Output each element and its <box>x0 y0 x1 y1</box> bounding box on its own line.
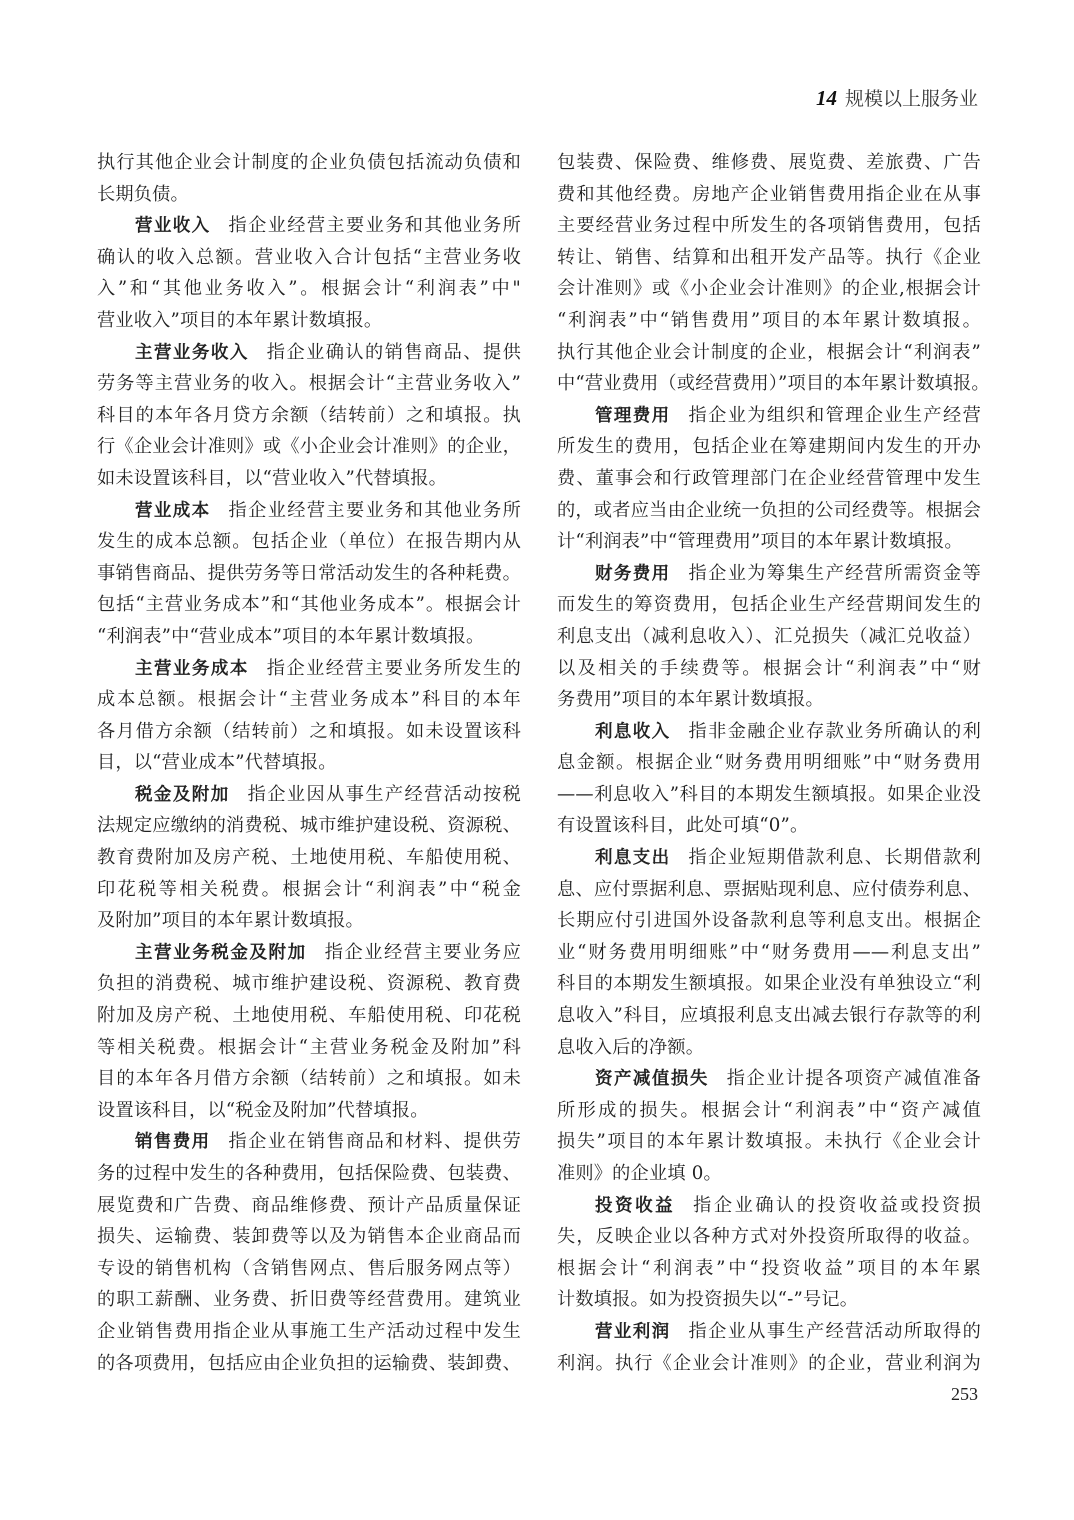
text-line <box>557 716 981 748</box>
line-text: 如未设置该科目，以“营业收入”代替填报。 <box>97 467 447 489</box>
line-text: 中“营业费用（或经营费用）”项目的本年累计数填报。 <box>557 373 990 395</box>
line-text: 指企业短期借款利息、长期借款利 <box>688 847 981 869</box>
term-heading: 主营业务成本 <box>135 658 249 679</box>
line-text: 及附加”项目的本年累计数填报。 <box>97 910 364 932</box>
text-line <box>557 495 981 527</box>
text-line <box>557 937 981 969</box>
term-heading: 销售费用 <box>135 1132 211 1153</box>
term-heading: 税金及附加 <box>135 784 230 805</box>
line-text: 计数填报。如为投资损失以“-”号记。 <box>557 1289 859 1311</box>
line-text: “利润表”中“营业成本”项目的本年累计数填报。 <box>97 625 485 647</box>
line-text: 损失”项目的本年累计数填报。未执行《企业会计 <box>557 1131 981 1153</box>
text-line <box>557 1221 981 1253</box>
line-text: 确认的收入总额。营业收入合计包括“主营业务收 <box>97 246 521 268</box>
line-text: 指企业为筹集生产经营所需资金等 <box>688 562 981 584</box>
term-heading: 利息支出 <box>595 848 671 869</box>
text-line <box>557 305 981 337</box>
text-line <box>97 305 521 337</box>
text-line <box>557 337 981 369</box>
definition-paragraph <box>97 1126 521 1379</box>
running-header <box>816 84 978 111</box>
definition-paragraph <box>557 716 981 842</box>
line-text: 指企业确认的投资收益或投资损 <box>693 1194 981 1216</box>
line-text: 附加及房产税、土地使用税、车船使用税、印花税 <box>97 1005 521 1027</box>
text-line <box>97 1284 521 1316</box>
line-text: 务费用”项目的本年累计数填报。 <box>557 689 824 711</box>
line-text: 费和其他经费。房地产企业销售费用指企业在从事 <box>557 183 981 205</box>
text-line <box>97 1126 521 1158</box>
line-text: 转让、销售、结算和出租开发产品等。执行《企业 <box>557 246 981 268</box>
text-line <box>557 1316 981 1348</box>
line-text: ——利息收入”科目的本期发生额填报。如果企业没 <box>557 783 981 805</box>
line-text: 务的过程中发生的各种费用，包括保险费、包装费、 <box>97 1163 521 1184</box>
text-line <box>97 147 521 179</box>
line-text: 指企业计提各项资产减值准备 <box>726 1068 982 1090</box>
definition-paragraph <box>557 400 981 558</box>
text-line <box>557 1158 981 1190</box>
text-line <box>97 463 521 495</box>
line-text: 设置该科目，以“税金及附加”代替填报。 <box>97 1099 429 1121</box>
text-line <box>97 558 521 590</box>
text-line <box>97 968 521 1000</box>
line-text: 会计准则》或《小企业会计准则》的企业,根据会计 <box>557 278 981 300</box>
line-text: 主要经营业务过程中所发生的各项销售费用，包括 <box>557 215 981 237</box>
text-line <box>97 1253 521 1285</box>
term-heading: 主营业务收入 <box>135 342 249 363</box>
line-text: 指企业从事生产经营活动所取得的 <box>688 1320 981 1342</box>
line-text: 业“财务费用明细账”中“财务费用——利息支出” <box>557 941 981 963</box>
text-line <box>557 1032 981 1064</box>
text-line <box>97 716 521 748</box>
text-line <box>557 621 981 653</box>
text-line <box>97 747 521 779</box>
line-text: 指企业为组织和管理企业生产经营 <box>688 404 981 426</box>
line-text: 执行其他企业会计制度的企业，根据会计“利润表” <box>557 341 981 363</box>
line-text: 各月借方余额（结转前）之和填报。如未设置该科 <box>97 720 521 742</box>
text-line <box>557 589 981 621</box>
line-text: 失，反映企业以各种方式对外投资所取得的收益。 <box>557 1226 981 1248</box>
left-column <box>97 147 521 1379</box>
line-text: 指企业在销售商品和材料、提供劳 <box>228 1131 521 1153</box>
text-line <box>97 1158 521 1190</box>
line-text: 指企业确认的销售商品、提供 <box>266 341 522 363</box>
line-text: 科目的本期发生额填报。如果企业没有单独设立“利 <box>557 973 981 995</box>
line-text: 指企业因从事生产经营活动按税 <box>247 783 522 805</box>
line-text: 的职工薪酬、业务费、折旧费等经营费用。建筑业 <box>97 1289 521 1311</box>
term-heading: 营业收入 <box>135 216 211 237</box>
line-text: 指企业经营主要业务和其他业务所 <box>228 499 521 521</box>
text-line <box>97 589 521 621</box>
term-heading: 主营业务税金及附加 <box>135 942 307 963</box>
text-line <box>97 242 521 274</box>
line-text: 所形成的损失。根据会计“利润表”中“资产减值 <box>557 1099 981 1121</box>
chapter-number: 14 <box>815 86 837 110</box>
chapter-title: 规模以上服务业 <box>844 88 978 110</box>
term-heading: 管理费用 <box>595 405 671 426</box>
text-line <box>557 653 981 685</box>
term-heading: 营业成本 <box>135 500 211 521</box>
text-line <box>97 210 521 242</box>
definition-paragraph <box>97 779 521 937</box>
text-line <box>557 874 981 906</box>
line-text: 息、应付票据利息、票据贴现利息、应付债券利息、 <box>557 878 981 900</box>
line-text: 行《企业会计准则》或《小企业会计准则》的企业， <box>97 436 521 458</box>
text-line <box>557 842 981 874</box>
text-line <box>557 968 981 1000</box>
text-line <box>97 874 521 906</box>
text-line <box>557 431 981 463</box>
line-text: 利润。执行《企业会计准则》的企业，营业利润为 <box>557 1352 981 1374</box>
line-text: 所发生的费用，包括企业在筹建期间内发生的开办 <box>557 436 981 458</box>
term-heading: 投资收益 <box>595 1195 676 1216</box>
definition-paragraph <box>97 495 521 653</box>
text-line <box>557 526 981 558</box>
line-text: 根据会计“利润表”中“投资收益”项目的本年累 <box>557 1257 981 1279</box>
line-text: 科目的本年各月贷方余额（结转前）之和填报。执 <box>97 404 521 426</box>
text-line <box>97 937 521 969</box>
term-heading: 资产减值损失 <box>595 1069 709 1090</box>
line-text: 损失、运输费、装卸费等以及为销售本企业商品而 <box>97 1226 521 1248</box>
definition-paragraph <box>97 210 521 336</box>
line-text: 入”和“其他业务收入”。根据会计“利润表”中" <box>97 278 521 300</box>
text-line <box>97 495 521 527</box>
text-line <box>97 400 521 432</box>
text-line <box>557 147 981 179</box>
text-line <box>557 463 981 495</box>
line-text: 劳务等主营业务的收入。根据会计“主营业务收入” <box>97 373 521 395</box>
line-text: 长期负债。 <box>97 183 189 205</box>
text-line <box>97 779 521 811</box>
line-text: 有设置该科目，此处可填“0”。 <box>557 815 809 837</box>
line-text: 包括“主营业务成本”和“其他业务成本”。根据会计 <box>97 594 521 616</box>
text-line <box>557 779 981 811</box>
text-line <box>97 1316 521 1348</box>
text-line <box>97 905 521 937</box>
text-line <box>97 684 521 716</box>
text-line <box>97 273 521 305</box>
text-line <box>557 1284 981 1316</box>
line-text: 费、董事会和行政管理部门在企业经营管理中发生 <box>557 467 981 489</box>
text-line <box>557 1190 981 1222</box>
line-text: 印花税等相关税费。根据会计“利润表”中“税金 <box>97 878 521 900</box>
text-line <box>557 1063 981 1095</box>
right-column <box>557 147 990 1379</box>
text-line <box>97 431 521 463</box>
line-text: 执行其他企业会计制度的企业负债包括流动负债和 <box>97 152 521 173</box>
definition-paragraph <box>97 653 521 779</box>
line-text: 发生的成本总额。包括企业（单位）在报告期内从 <box>97 531 521 553</box>
definition-paragraph <box>97 337 521 495</box>
text-line <box>97 1095 521 1127</box>
definition-paragraph <box>97 937 521 1127</box>
line-text: 指企业经营主要业务和其他业务所 <box>228 215 521 237</box>
text-line <box>557 747 981 779</box>
text-line <box>557 558 981 590</box>
text-line <box>557 1000 981 1032</box>
term-heading: 营业利润 <box>595 1321 671 1342</box>
text-line <box>97 842 521 874</box>
text-line <box>97 1348 521 1380</box>
text-line <box>557 242 981 274</box>
line-text: 息金额。根据企业“财务费用明细账”中“财务费用 <box>557 752 981 774</box>
text-line <box>97 526 521 558</box>
text-line <box>557 905 981 937</box>
line-text: 展览费和广告费、商品维修费、预计产品质量保证 <box>97 1194 521 1216</box>
text-line <box>97 179 521 211</box>
text-line <box>557 400 981 432</box>
line-text: 包装费、保险费、维修费、展览费、差旅费、广告 <box>557 152 981 173</box>
line-text: 负担的消费税、城市维护建设税、资源税、教育费 <box>97 973 521 995</box>
line-text: 长期应付引进国外设备款利息等利息支出。根据企 <box>557 910 981 932</box>
text-line <box>557 1253 981 1285</box>
text-line <box>557 1348 981 1380</box>
text-line <box>557 273 981 305</box>
text-line <box>97 1221 521 1253</box>
line-text: 等相关税费。根据会计“主营业务税金及附加”科 <box>97 1036 521 1058</box>
term-heading: 利息收入 <box>595 721 671 742</box>
term-heading: 财务费用 <box>595 563 671 584</box>
text-line <box>97 337 521 369</box>
text-line <box>97 1063 521 1095</box>
text-line <box>557 210 981 242</box>
line-text: 的各项费用，包括应由企业负担的运输费、装卸费、 <box>97 1352 521 1374</box>
continued-paragraph <box>557 147 990 400</box>
text-line <box>557 179 981 211</box>
line-text: 指企业经营主要业务所发生的 <box>266 657 522 679</box>
line-text: 教育费附加及房产税、土地使用税、车船使用税、 <box>97 847 521 869</box>
line-text: 的，或者应当由企业统一负担的公司经费等。根据会 <box>557 499 981 521</box>
text-line <box>97 1190 521 1222</box>
line-text: “利润表”中“销售费用”项目的本年累计数填报。 <box>557 309 981 331</box>
definition-paragraph <box>557 1316 981 1379</box>
text-line <box>97 1000 521 1032</box>
line-text: 息收入后的净额。 <box>557 1036 705 1058</box>
definition-paragraph <box>557 842 981 1063</box>
line-text: 利息支出（减利息收入）、汇兑损失（减汇兑收益） <box>557 625 981 647</box>
line-text: 目的本年各月借方余额（结转前）之和填报。如未 <box>97 1068 521 1090</box>
text-line <box>97 1032 521 1064</box>
line-text: 计“利润表”中“管理费用”项目的本年累计数填报。 <box>557 531 963 553</box>
continued-paragraph <box>97 147 521 210</box>
definition-paragraph <box>557 558 981 716</box>
line-text: 目，以“营业成本”代替填报。 <box>97 752 337 774</box>
text-line <box>557 368 990 400</box>
line-text: 事销售商品、提供劳务等日常活动发生的各种耗费。 <box>97 562 521 584</box>
line-text: 指企业经营主要业务应 <box>324 941 521 963</box>
line-text: 以及相关的手续费等。根据会计“利润表”中“财 <box>557 657 981 679</box>
text-line <box>557 684 981 716</box>
line-text: 准则》的企业填 0。 <box>557 1163 722 1184</box>
line-text: 企业销售费用指企业从事施工生产活动过程中发生 <box>97 1320 521 1342</box>
line-text: 息收入”科目，应填报利息支出减去银行存款等的利 <box>557 1005 981 1027</box>
page-number: 253 <box>951 1384 978 1404</box>
line-text: 法规定应缴纳的消费税、城市维护建设税、资源税、 <box>97 815 521 837</box>
text-line <box>557 1095 981 1127</box>
line-text: 指非金融企业存款业务所确认的利 <box>688 720 981 742</box>
definition-paragraph <box>557 1063 981 1189</box>
text-line <box>97 653 521 685</box>
text-line <box>97 621 521 653</box>
definition-paragraph <box>557 1190 981 1316</box>
line-text: 成本总额。根据会计“主营业务成本”科目的本年 <box>97 689 521 711</box>
line-text: 营业收入”项目的本年累计数填报。 <box>97 309 383 331</box>
text-line <box>557 810 981 842</box>
text-line <box>557 1126 981 1158</box>
line-text: 专设的销售机构（含销售网点、售后服务网点等） <box>97 1257 521 1279</box>
line-text: 而发生的筹资费用，包括企业生产经营期间发生的 <box>557 594 981 616</box>
text-line <box>97 368 521 400</box>
text-line <box>97 810 521 842</box>
